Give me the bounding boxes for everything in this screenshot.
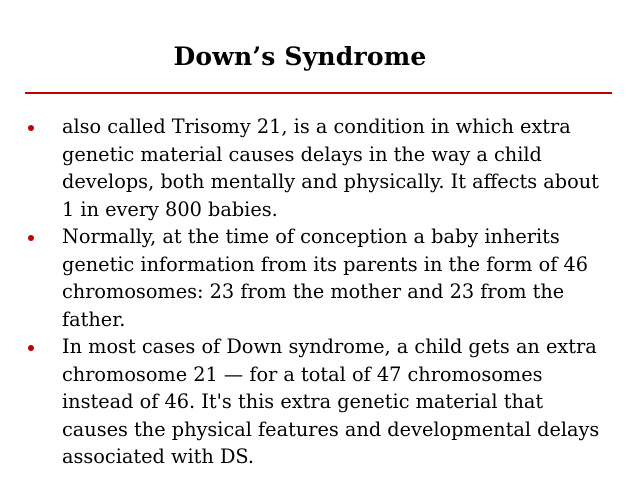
bullet-dot-icon [28,235,34,241]
bullet-item [25,223,605,333]
title-divider [25,92,612,94]
bullet-dot-icon [28,125,34,131]
bullet-list [25,113,605,471]
slide-title: Down’s Syndrome [173,42,427,71]
bullet-text: also called Trisomy 21, is a condition in which extra genetic material causes delays in the way a child develops, both mentally and physically. It affects about 1 in every 800 babies. [62,115,599,221]
bullet-text: Normally, at the time of conception a baby inherits genetic information from its parents in the form of 46 chromosomes: 23 from the mother and 23 from the father. [62,225,588,331]
bullet-item [25,113,605,223]
bullet-dot-icon [28,345,34,351]
bullet-item [25,333,605,471]
bullet-text: In most cases of Down syndrome, a child gets an extra chromosome 21 — for a total of 47 chromosomes instead of 46. It's this extra genetic material that causes the physical features and developmental delays associated with DS. [62,335,600,468]
